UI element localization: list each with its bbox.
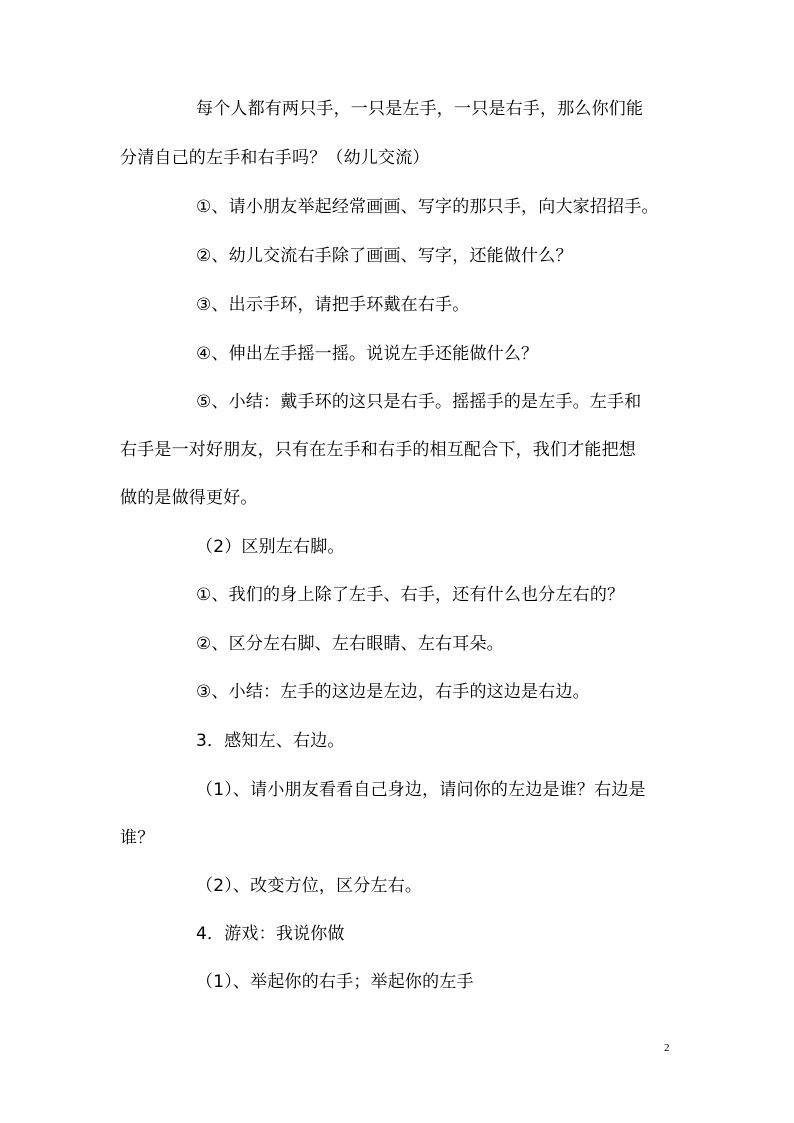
text-line: 做的是做得更好。 <box>120 488 258 508</box>
text-line: ⑤、小结：戴手环的这只是右手。摇摇手的是左手。左手和 <box>196 392 642 412</box>
text-line: 每个人都有两只手，一只是左手，一只是右手，那么你们能 <box>196 99 644 119</box>
text-line: （1）、举起你的右手；举起你的左手 <box>196 972 474 992</box>
text-line: ③、小结：左手的这边是左边，右手的这边是右边。 <box>196 682 590 702</box>
text-line: 分清自己的左手和右手吗？（幼儿交流） <box>120 148 430 168</box>
text-line: （2）、改变方位，区分左右。 <box>196 876 423 896</box>
text-line: ②、区分左右脚、左右眼睛、左右耳朵。 <box>196 634 504 654</box>
text-line: 4．游戏：我说你做 <box>196 924 345 944</box>
text-line: 3．感知左、右边。 <box>196 731 345 751</box>
text-line: ①、请小朋友举起经常画画、写字的那只手，向大家招招手。 <box>196 197 659 217</box>
text-line: 谁？ <box>120 828 155 848</box>
text-line: （1）、请小朋友看看自己身边，请问你的左边是谁？右边是 <box>196 780 646 800</box>
text-line: （2）区别左右脚。 <box>196 537 345 557</box>
text-line: 右手是一对好朋友，只有在左手和右手的相互配合下，我们才能把想 <box>120 440 636 460</box>
text-line: ①、我们的身上除了左手、右手，还有什么也分左右的？ <box>196 585 625 605</box>
text-line: ③、出示手环，请把手环戴在右手。 <box>196 295 470 315</box>
text-line: ②、幼儿交流右手除了画画、写字，还能做什么？ <box>196 246 573 266</box>
text-line: ④、伸出左手摇一摇。说说左手还能做什么？ <box>196 344 539 364</box>
page-number: 2 <box>664 1042 670 1054</box>
